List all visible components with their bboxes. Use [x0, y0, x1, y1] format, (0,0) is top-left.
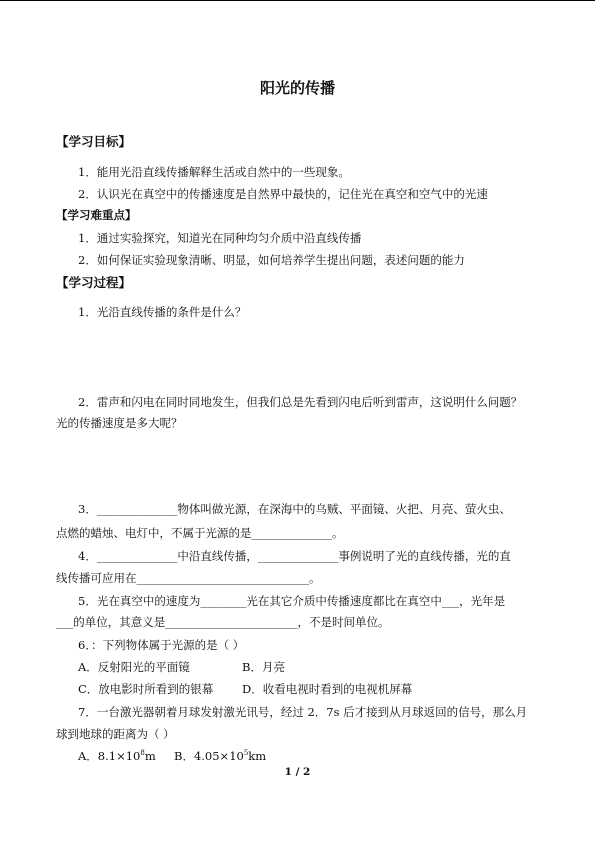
key-point-1: 1．通过实验探究，知道光在同种均匀介质中沿直线传播	[78, 231, 362, 245]
goals-heading: 【学习目标】	[56, 134, 132, 149]
process-heading: 【学习过程】	[56, 275, 132, 290]
question-6-option-c: C．放电影时所看到的银幕	[78, 682, 214, 696]
option-b-unit: km	[248, 749, 267, 763]
question-7-line-2: 球到地球的距离为（ ）	[56, 727, 175, 741]
goal-item-1: 1．能用光沿直线传播解释生活或自然中的一些现象。	[78, 165, 350, 179]
key-point-2: 2．如何保证实验现象清晰、明显，如何培养学生提出问题，表述问题的能力	[78, 253, 465, 267]
question-6-option-b: B．月亮	[242, 660, 285, 674]
question-3-line-1: 3．______________物体叫做光源，在深海中的乌贼、平面镜、火把、月亮、萤火虫、	[78, 502, 511, 516]
question-2-line-1: 2．雷声和闪电在同时同地发生，但我们总是先看到闪电后听到雷声，这说明什么问题？	[78, 395, 523, 409]
question-7-line-1: 7．一台激光器朝着月球发射激光讯号，经过 2．7s 后才接到从月球返回的信号，那么月	[78, 705, 528, 719]
option-b-base: B．4.05×10	[174, 749, 244, 763]
page-number: 1 / 2	[284, 766, 311, 778]
question-6-option-a: A．反射阳光的平面镜	[78, 660, 190, 674]
question-7-option-a	[78, 748, 156, 764]
question-5-line-2: ___的单位，其意义是_______________________，不是时间单位。	[56, 615, 390, 629]
question-4-line-1: 4．______________中沿直线传播，______________事例说明了光的直线传播，光的直	[78, 549, 511, 563]
option-b-exponent: 5	[243, 749, 249, 757]
goal-item-2: 2．认识光在真空中的传播速度是自然界中最快的，记住光在真空和空气中的光速	[78, 187, 488, 201]
question-6-option-d: D．收看电视时看到的电视机屏幕	[242, 682, 413, 696]
option-a-unit: m	[144, 749, 156, 763]
question-3-line-2: 点燃的蜡烛、电灯中，不属于光源的是______________。	[56, 526, 344, 540]
top-rule	[0, 0, 595, 1]
question-6: 6．：下列物体属于光源的是（ ）	[78, 638, 245, 652]
question-7-option-b	[174, 748, 266, 764]
question-1: 1．光沿直线传播的条件是什么？	[78, 305, 247, 319]
option-a-exponent: 8	[140, 749, 145, 757]
question-5-line-1: 5．光在真空中的速度为________光在其它介质中传播速度都比在真空中___，光年是	[78, 594, 506, 608]
key-points-heading: 【学习难重点】	[56, 208, 137, 222]
page-title: 阳光的传播	[259, 79, 335, 97]
question-2-line-2: 光的传播速度是多大呢？	[56, 416, 183, 430]
question-4-line-2: 线传播可应用在______________________________。	[56, 571, 321, 585]
option-a-base: A．8.1×10	[78, 749, 141, 763]
